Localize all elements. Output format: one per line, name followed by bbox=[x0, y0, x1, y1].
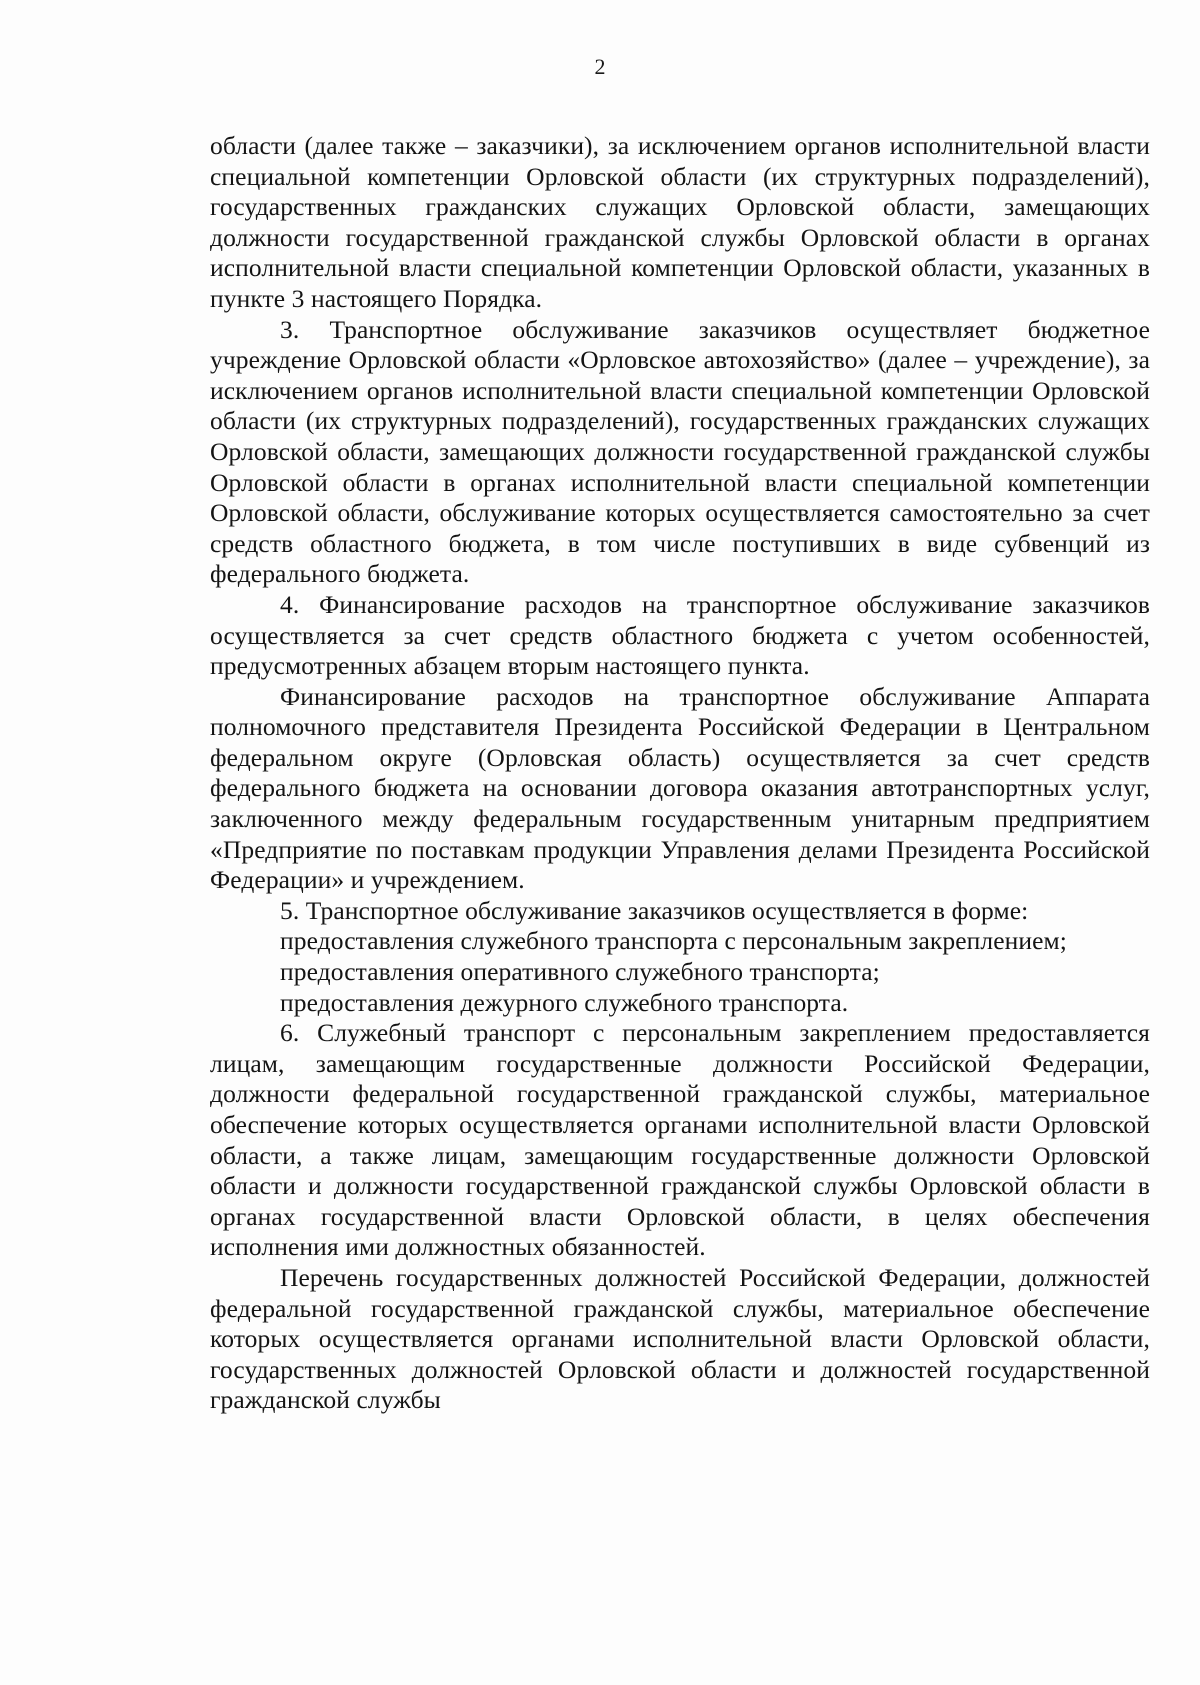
paragraph-item-5: 5. Транспортное обслуживание заказчиков осуществляется в форме: bbox=[280, 895, 1029, 925]
paragraph-item-6: 6. Служебный транспорт с персональным закреплением предоставляется лицам, замещающим государственные должности Российской Федерации, должности федеральной государственной гражданской службы, материальное обеспечение которых осуществляется органами исполнительной власти Орловской области, а также лицам, замещающим государственные должности Орловской области и должности государственной гражданской службы Орловской области в органах государственной власти Орловской области, в целях обеспечения исполнения ими должностных обязанностей. bbox=[210, 1018, 1150, 1262]
document-body bbox=[210, 131, 1150, 1416]
paragraph-form-operative: предоставления оперативного служебного транспорта; bbox=[280, 957, 880, 987]
paragraph-item-4-second: Финансирование расходов на транспортное обслуживание Аппарата полномочного представителя Президента Российской Федерации в Центральном федеральном округе (Орловская область) осуществляется за счет средств федерального бюджета на основании договора оказания автотранспортных услуг, заключенного между федеральным государственным унитарным предприятием «Предприятие по поставкам продукции Управления делами Президента Российской Федерации» и учреждением. bbox=[210, 681, 1150, 895]
page-number: 2 bbox=[594, 54, 606, 79]
paragraph-item-4: 4. Финансирование расходов на транспортное обслуживание заказчиков осуществляется за счет средств областного бюджета с учетом особенностей, предусмотренных абзацем вторым настоящего пункта. bbox=[210, 589, 1150, 681]
paragraph-form-duty: предоставления дежурного служебного транспорта. bbox=[280, 987, 849, 1017]
paragraph-list-intro: Перечень государственных должностей Российской Федерации, должностей федеральной государственной гражданской службы, материальное обеспечение которых осуществляется органами исполнительной власти Орловской области, государственных должностей Орловской области и должностей государственной гражданской службы bbox=[210, 1262, 1150, 1415]
paragraph-item-3: 3. Транспортное обслуживание заказчиков осуществляет бюджетное учреждение Орловской области «Орловское автохозяйство» (далее – учреждение), за исключением органов исполнительной власти специальной компетенции Орловской области (их структурных подразделений), государственных гражданских служащих Орловской области, замещающих должности государственной гражданской службы Орловской области в органах исполнительной власти специальной компетенции Орловской области, обслуживание которых осуществляется самостоятельно за счет средств областного бюджета, в том числе поступивших в виде субвенций из федерального бюджета. bbox=[210, 314, 1150, 589]
paragraph-continuation: области (далее также – заказчики), за исключением органов исполнительной власти специальной компетенции Орловской области (их структурных подразделений), государственных гражданских служащих Орловской области, замещающих должности государственной гражданской службы Орловской области в органах исполнительной власти специальной компетенции Орловской области, указанных в пункте 3 настоящего Порядка. bbox=[210, 131, 1150, 313]
paragraph-form-personal: предоставления служебного транспорта с персональным закреплением; bbox=[280, 926, 1067, 956]
